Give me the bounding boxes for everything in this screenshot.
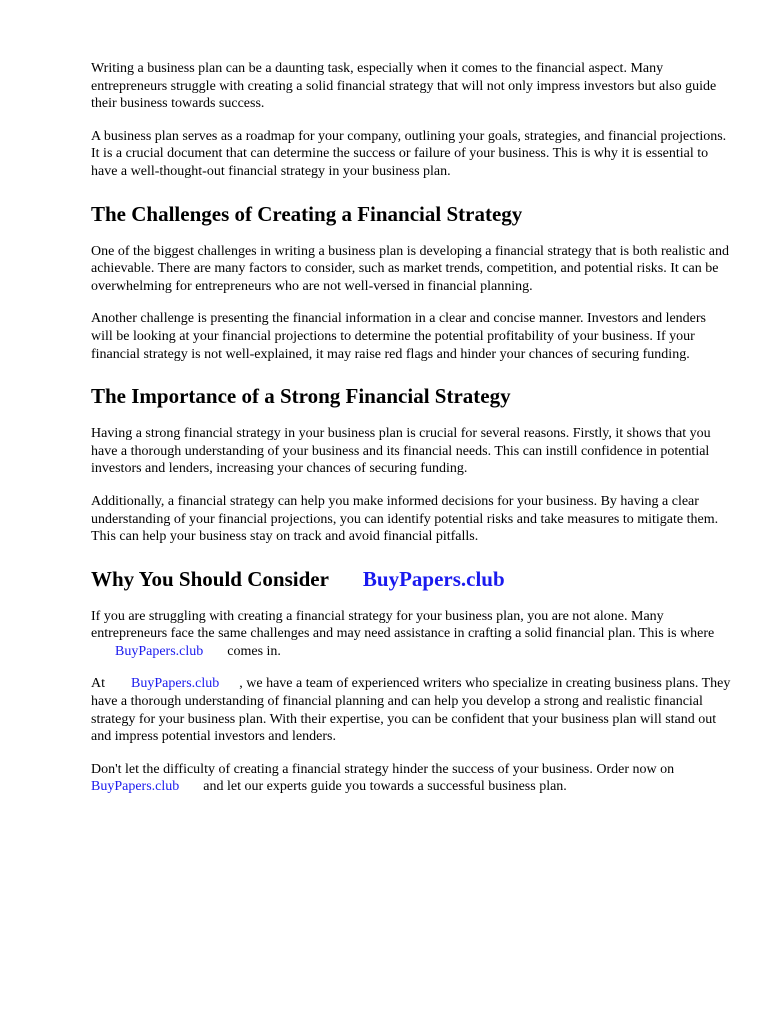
consider-p3-link[interactable]: BuyPapers.club (91, 779, 180, 795)
challenges-paragraph-2: Another challenge is presenting the financial information in a clear and concise manner. Investors and lenders will be looking at your financial projections to determine the potential profitability of your business. If your financial strategy is not well-explained, it may raise red flags and hinder your chances of securing funding. (91, 311, 707, 362)
consider-p1-link[interactable]: BuyPapers.club (115, 643, 204, 659)
consider-p2-text-after: , we have a team of experienced writers who specialize in creating business plans. They have a thorough understanding of financial planning and can help you develop a strong and realistic financial strategy for your business plan. With their expertise, you can be confident that your business plan will stand out and impress potential investors and lenders. (91, 676, 731, 745)
importance-heading: The Importance of a Strong Financial Strategy (91, 384, 511, 409)
consider-p1-text-after: comes in. (227, 643, 281, 659)
consider-p2-link[interactable]: BuyPapers.club (131, 676, 220, 692)
consider-heading-link[interactable]: BuyPapers.club (362, 566, 505, 591)
consider-p3-text-before: Don't let the difficulty of creating a financial strategy hinder the success of your business. Order now on (91, 761, 675, 777)
consider-p1-text-before: If you are struggling with creating a financial strategy for your business plan, you are not alone. Many entrepreneurs face the same challenges and may need assistance in crafting a solid financial plan. This is where (91, 608, 715, 642)
consider-paragraph-3 (91, 761, 731, 796)
consider-p3-text-after: and let our experts guide you towards a successful business plan. (203, 779, 567, 795)
document-page (91, 60, 731, 811)
consider-paragraph-1 (91, 608, 731, 661)
consider-heading (91, 566, 731, 592)
challenges-heading: The Challenges of Creating a Financial Strategy (91, 201, 523, 226)
consider-paragraph-2 (91, 675, 731, 745)
intro-paragraph-1: Writing a business plan can be a daunting task, especially when it comes to the financial aspect. Many entrepreneurs struggle with creating a solid financial strategy that will not only impress investors but also guide their business towards success. (91, 61, 717, 112)
challenges-paragraph-1: One of the biggest challenges in writing a business plan is developing a financial strategy that is both realistic and achievable. There are many factors to consider, such as market trends, competition, and potential risks. It can be overwhelming for entrepreneurs who are not well-versed in financial planning. (91, 243, 730, 294)
consider-heading-text: Why You Should Consider (91, 566, 329, 591)
importance-paragraph-1: Having a strong financial strategy in your business plan is crucial for several reasons. Firstly, it shows that you have a thorough understanding of your business and its financial needs. This can instill confidence in potential investors and lenders, increasing your chances of securing funding. (91, 426, 711, 477)
importance-paragraph-2: Additionally, a financial strategy can help you make informed decisions for your business. By having a clear understanding of your financial projections, you can identify potential risks and take measures to mitigate them. This can help your business stay on track and avoid financial pitfalls. (91, 493, 719, 545)
intro-paragraph-2: A business plan serves as a roadmap for your company, outlining your goals, strategies, and financial projections. It is a crucial document that can determine the success or failure of your business. This is why it is essential to have a well-thought-out financial strategy in your business plan. (91, 128, 727, 179)
consider-p2-text-before: At (91, 676, 105, 692)
